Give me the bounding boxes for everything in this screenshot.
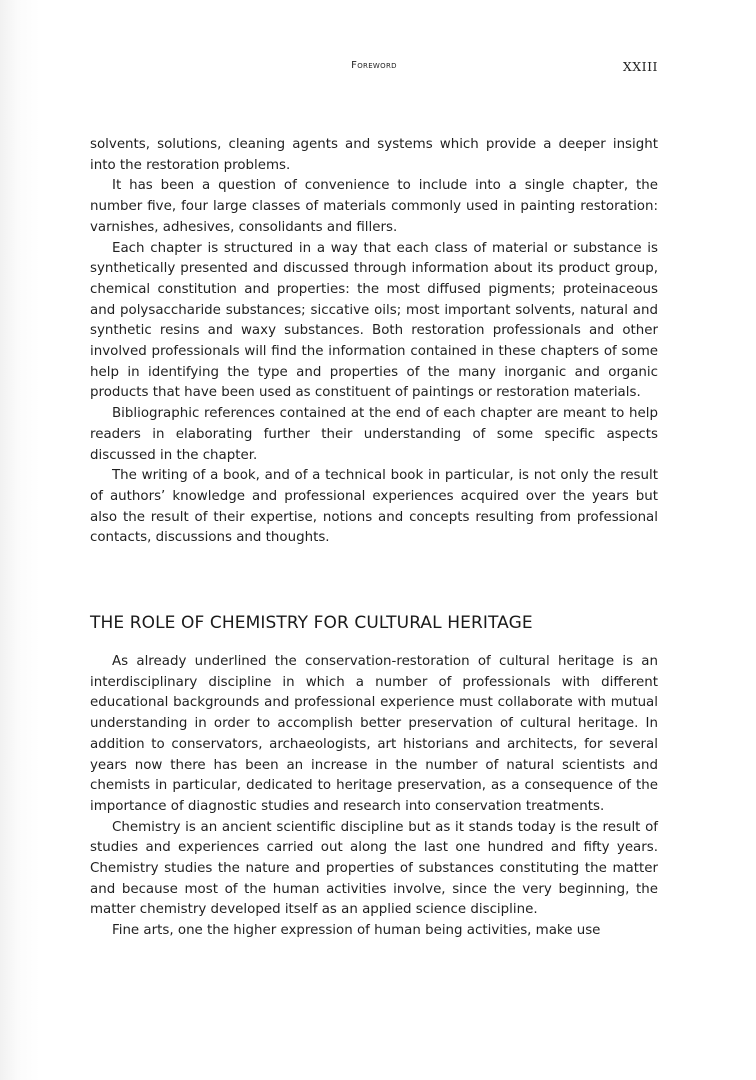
paragraph-continued: solvents, solutions, cleaning agents and systems which provide a deeper insight into the restoration problems. [90, 137, 658, 173]
paragraph: Fine arts, one the higher expression of human being activities, make use [112, 923, 601, 939]
paragraph: Chemistry is an ancient scientific discipline but as it stands today is the result of studies and experiences carried out along the last one hundred and fifty years. Chemistry studies the nature and properties of substances constituting the matter and because most of the human activities involve, since the very beginning, the matter chemistry developed itself as an applied science discipline. [90, 819, 658, 918]
paragraph: Each chapter is structured in a way that each class of material or substance is synthetically presented and discussed through information about its product group, chemical constitution and properties: the most diffused pigments; proteinaceous and polysaccharide substances; siccative oils; most important solvents, natural and synthetic resins and waxy substances. Both restoration professionals and other involved professionals will find the information contained in these chapters of some help in identifying the type and properties of the many inorganic and organic products that have been used as constituent of paintings or restoration materials. [90, 240, 658, 401]
running-title: Foreword [351, 60, 397, 71]
paragraph: The writing of a book, and of a technical book in particular, is not only the result of authors’ knowledge and professional experiences acquired over the years but also the result of their expertise, notions and concepts resulting from professional contacts, discussions and thoughts. [90, 468, 658, 546]
paragraph: Bibliographic references contained at the end of each chapter are meant to help readers in elaborating further their understanding of some specific aspects discussed in the chapter. [90, 406, 658, 463]
paragraph: As already underlined the conservation-restoration of cultural heritage is an interdisciplinary discipline in which a number of professionals with different educational backgrounds and professional experience must collaborate with mutual understanding in order to accomplish better preservation of cultural heritage. In addition to conservators, archaeologists, art historians and architects, for several years now there has been an increase in the number of natural scientists and chemists in particular, dedicated to heritage preservation, as a consequence of the importance of diagnostic studies and research into conservation treatments. [90, 654, 658, 814]
running-head [90, 60, 658, 80]
section-heading: THE ROLE OF CHEMISTRY FOR CULTURAL HERITAGE [90, 613, 533, 633]
chemistry-text-block [90, 652, 658, 942]
foreword-text-block [90, 135, 658, 549]
paragraph: It has been a question of convenience to include into a single chapter, the number five, four large classes of materials commonly used in painting restoration: varnishes, adhesives, consolidants and fillers. [90, 178, 658, 235]
page-number: XXIII [622, 59, 658, 74]
